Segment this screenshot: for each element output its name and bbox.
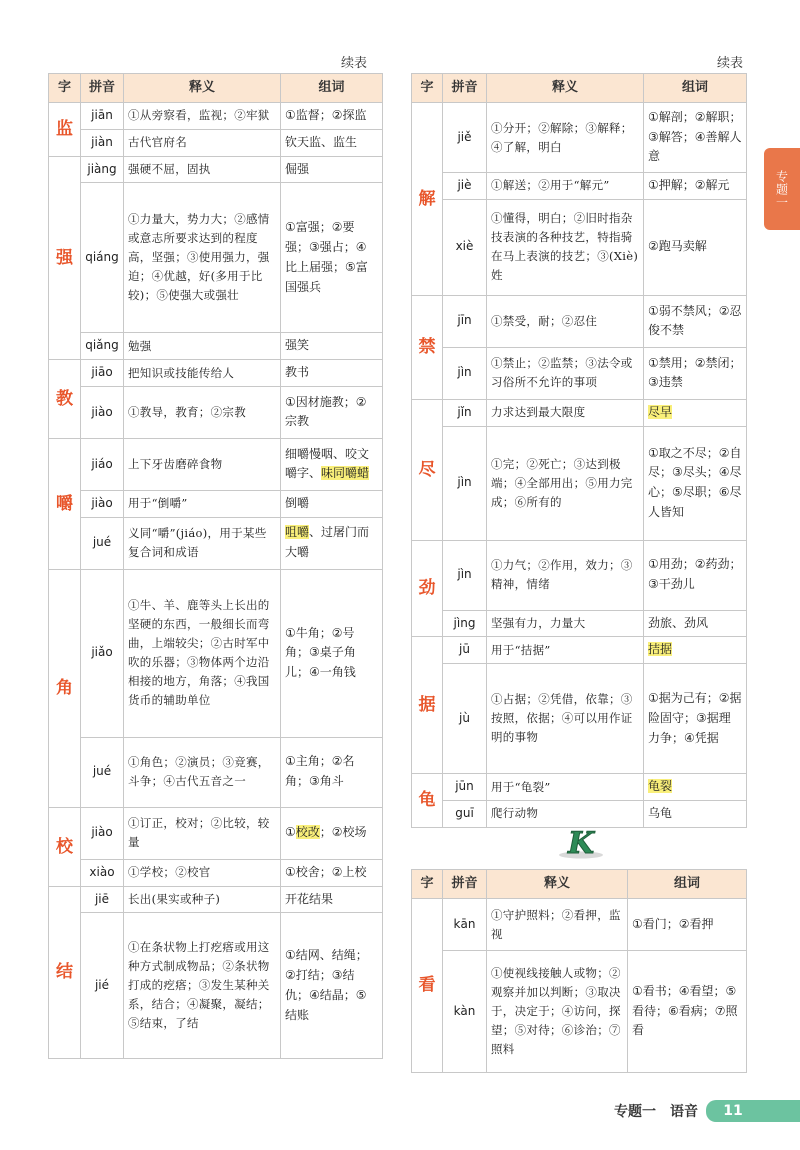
- highlighted-word: 咀嚼: [285, 525, 310, 540]
- words-text: ；②校场: [319, 825, 367, 840]
- meaning-cell: 用于“龟裂”: [487, 774, 644, 801]
- words-cell: 教书: [281, 360, 383, 387]
- pinyin-cell: jiáo: [81, 438, 124, 490]
- table-row: [412, 295, 747, 347]
- meaning-cell: ①角色；②演员；③竞赛，斗争；④古代五音之一: [124, 737, 281, 807]
- pinyin-cell: jiào: [81, 807, 124, 859]
- words-cell: 倔强: [281, 156, 383, 183]
- table-row: [412, 800, 747, 827]
- char-cell: 尽: [412, 399, 443, 540]
- table-row: [412, 347, 747, 399]
- pinyin-cell: jiè: [443, 173, 487, 200]
- meaning-cell: 爬行动物: [487, 800, 644, 827]
- char-cell: 校: [49, 807, 81, 886]
- meaning-cell: ①占据；②凭借，依靠；③按照，依据；④可以用作证明的事物: [487, 664, 644, 774]
- words-text: 、过屠门而大嚼: [285, 525, 370, 560]
- table-row: [49, 103, 383, 130]
- meaning-cell: 力求达到最大限度: [487, 399, 644, 426]
- pinyin-cell: qiáng: [81, 183, 124, 333]
- table-row: [49, 156, 383, 183]
- words-cell: ①看门；②看押: [628, 899, 747, 951]
- meaning-cell: ①力气；②作用，效力；③精神，情绪: [487, 540, 644, 610]
- table-row: [49, 569, 383, 737]
- pinyin-cell: jiào: [81, 386, 124, 438]
- words-cell: ①用劲；②药劲；③干劲儿: [644, 540, 747, 610]
- left-vocab-table: [48, 73, 383, 1059]
- words-cell: ①看书；④看望；⑤看待；⑥看病；⑦照看: [628, 951, 747, 1073]
- pinyin-cell: jìn: [443, 540, 487, 610]
- table-row: [412, 103, 747, 173]
- table-row: [412, 199, 747, 295]
- pinyin-cell: jìn: [443, 426, 487, 540]
- meaning-cell: ①从旁察看，监视；②牢狱: [124, 103, 281, 130]
- pinyin-cell: jiāo: [81, 360, 124, 387]
- words-cell: ①富强；②要强；③强占；④比上届强；⑤富国强兵: [281, 183, 383, 333]
- highlighted-word: 味同嚼蜡: [321, 466, 370, 481]
- header-pinyin: 拼音: [81, 74, 124, 103]
- table-row: [49, 129, 383, 156]
- pinyin-cell: jiě: [443, 103, 487, 173]
- pinyin-cell: jū: [443, 637, 487, 664]
- meaning-cell: 强硬不屈，固执: [124, 156, 281, 183]
- words-cell: ①押解；②解元: [644, 173, 747, 200]
- pinyin-cell: jué: [81, 517, 124, 569]
- pinyin-cell: jiào: [81, 490, 124, 517]
- continued-label-right: 续表: [717, 56, 744, 71]
- meaning-cell: ①分开；②解除；③解释；④了解，明白: [487, 103, 644, 173]
- table-row: [412, 664, 747, 774]
- header-pinyin: 拼音: [443, 74, 487, 103]
- pinyin-cell: jù: [443, 664, 487, 774]
- table-row: [49, 737, 383, 807]
- table-row: [49, 517, 383, 569]
- table-row: [49, 807, 383, 859]
- pinyin-cell: kàn: [443, 951, 487, 1073]
- highlighted-word: 拮据: [648, 642, 673, 657]
- words-cell: 劲旅、劲风: [644, 610, 747, 637]
- pinyin-cell: jué: [81, 737, 124, 807]
- words-cell: ①因材施教；②宗教: [281, 386, 383, 438]
- table-header-row: [412, 870, 747, 899]
- table-row: [412, 399, 747, 426]
- table-row: [412, 426, 747, 540]
- header-meaning: 释义: [487, 870, 628, 899]
- pinyin-cell: jìng: [443, 610, 487, 637]
- pinyin-cell: xiào: [81, 859, 124, 886]
- char-cell: 据: [412, 637, 443, 774]
- words-cell: 开花结果: [281, 886, 383, 913]
- table-row: [49, 386, 383, 438]
- pinyin-cell: jiān: [81, 103, 124, 130]
- words-cell: [644, 637, 747, 664]
- header-pinyin: 拼音: [443, 870, 487, 899]
- table-header-row: [412, 74, 747, 103]
- char-cell: 强: [49, 156, 81, 360]
- k-logo-icon: [556, 826, 606, 860]
- meaning-cell: ①在条状物上打疙瘩或用这种方式制成物品；②条状物打成的疙瘩；③发生某种关系，结合；④凝聚，凝结；⑤结束，了结: [124, 913, 281, 1059]
- meaning-cell: ①禁止；②监禁；③法令或习俗所不允许的事项: [487, 347, 644, 399]
- words-cell: ①校舍；②上校: [281, 859, 383, 886]
- char-cell: 教: [49, 360, 81, 439]
- words-cell: 倒嚼: [281, 490, 383, 517]
- table-row: [49, 333, 383, 360]
- char-cell: 禁: [412, 295, 443, 399]
- words-cell: ①取之不尽；②自尽；③尽头；④尽心；⑤尽职；⑥尽人皆知: [644, 426, 747, 540]
- meaning-cell: ①牛、羊、鹿等头上长出的坚硬的东西，一般细长而弯曲，上端较尖；②古时军中吹的乐器；③物体两个边沿相接的地方，角落；④我国货币的辅助单位: [124, 569, 281, 737]
- meaning-cell: 上下牙齿磨碎食物: [124, 438, 281, 490]
- header-meaning: 释义: [124, 74, 281, 103]
- pinyin-cell: jǐn: [443, 399, 487, 426]
- pinyin-cell: jūn: [443, 774, 487, 801]
- words-text: 细嚼慢咽、咬文嚼字、: [285, 446, 370, 481]
- table-row: [49, 859, 383, 886]
- words-cell: ①据为己有；②据险固守；③据理力争；④凭据: [644, 664, 747, 774]
- table-row: [49, 913, 383, 1059]
- meaning-cell: 坚强有力，力量大: [487, 610, 644, 637]
- words-cell: [281, 438, 383, 490]
- page-number: 11: [723, 1103, 743, 1119]
- highlighted-word: 龟裂: [648, 779, 673, 794]
- header-char: 字: [412, 870, 443, 899]
- meaning-cell: ①力量大，势力大；②感情或意志所要求达到的程度高，坚强；③使用强力，强迫；④优越，好(多用于比较)；⑤使强大或强壮: [124, 183, 281, 333]
- char-cell: 解: [412, 103, 443, 296]
- pinyin-cell: jiǎo: [81, 569, 124, 737]
- table-row: [412, 774, 747, 801]
- pinyin-cell: guī: [443, 800, 487, 827]
- right-vocab-table: [411, 73, 747, 828]
- meaning-cell: ①完；②死亡；③达到极端；④全部用出；⑤用力完成；⑥所有的: [487, 426, 644, 540]
- words-cell: [644, 399, 747, 426]
- pinyin-cell: jiàn: [81, 129, 124, 156]
- table-row: [412, 951, 747, 1073]
- table-row: [49, 183, 383, 333]
- words-cell: 乌龟: [644, 800, 747, 827]
- meaning-cell: ①使视线接触人或物；②观察并加以判断；③取决于，决定于；④访问，探望；⑤对待；⑥诊治；⑦照料: [487, 951, 628, 1073]
- header-char: 字: [412, 74, 443, 103]
- meaning-cell: ①懂得，明白；②旧时指杂技表演的各种技艺，特指骑在马上表演的技艺；③(Xiè)姓: [487, 199, 644, 295]
- pinyin-cell: jié: [81, 913, 124, 1059]
- table-row: [412, 637, 747, 664]
- table-row: [412, 899, 747, 951]
- header-char: 字: [49, 74, 81, 103]
- meaning-cell: 用于“倒嚼”: [124, 490, 281, 517]
- char-cell: 结: [49, 886, 81, 1059]
- pinyin-cell: xiè: [443, 199, 487, 295]
- meaning-cell: 勉强: [124, 333, 281, 360]
- pinyin-cell: jiē: [81, 886, 124, 913]
- meaning-cell: ①禁受，耐；②忍住: [487, 295, 644, 347]
- words-cell: ①主角；②名角；③角斗: [281, 737, 383, 807]
- char-cell: 角: [49, 569, 81, 807]
- meaning-cell: ①学校；②校官: [124, 859, 281, 886]
- footer-chapter-title: 专题一 语音: [614, 1104, 698, 1120]
- char-cell: 看: [412, 899, 443, 1073]
- k-logo-letter: K: [567, 826, 595, 860]
- char-cell: 监: [49, 103, 81, 157]
- table-row: [49, 886, 383, 913]
- pinyin-cell: jiàng: [81, 156, 124, 183]
- meaning-cell: 义同“嚼”(jiáo)，用于某些复合词和成语: [124, 517, 281, 569]
- meaning-cell: 古代官府名: [124, 129, 281, 156]
- table-row: [412, 173, 747, 200]
- highlighted-word: 校改: [295, 825, 320, 840]
- pinyin-cell: jīn: [443, 295, 487, 347]
- char-cell: 龟: [412, 774, 443, 828]
- meaning-cell: 把知识或技能传给人: [124, 360, 281, 387]
- header-meaning: 释义: [487, 74, 644, 103]
- pinyin-cell: jìn: [443, 347, 487, 399]
- words-cell: ②跑马卖解: [644, 199, 747, 295]
- continued-label-left: 续表: [341, 56, 368, 71]
- char-cell: 劲: [412, 540, 443, 637]
- pinyin-cell: kān: [443, 899, 487, 951]
- meaning-cell: 用于“拮据”: [487, 637, 644, 664]
- words-cell: [644, 774, 747, 801]
- words-cell: ①牛角；②号角；③桌子角儿；④一角钱: [281, 569, 383, 737]
- char-cell: 嚼: [49, 438, 81, 569]
- meaning-cell: ①教导，教育；②宗教: [124, 386, 281, 438]
- table-row: [412, 610, 747, 637]
- header-words: 组词: [644, 74, 747, 103]
- header-words: 组词: [628, 870, 747, 899]
- meaning-cell: ①订正，校对；②比较，较量: [124, 807, 281, 859]
- chapter-side-tab[interactable]: 专题一: [764, 148, 800, 230]
- words-cell: 钦天监、监生: [281, 129, 383, 156]
- words-cell: ①解剖；②解职；③解答；④善解人意: [644, 103, 747, 173]
- words-cell: [281, 517, 383, 569]
- table-row: [49, 490, 383, 517]
- highlighted-word: 尽早: [648, 404, 673, 419]
- table-header-row: [49, 74, 383, 103]
- header-words: 组词: [281, 74, 383, 103]
- meaning-cell: 长出(果实或种子): [124, 886, 281, 913]
- words-cell: ①结网、结绳；②打结；③结仇；④结晶；⑤结账: [281, 913, 383, 1059]
- table-row: [49, 360, 383, 387]
- words-cell: ①禁用；②禁闭；③违禁: [644, 347, 747, 399]
- words-cell: 强笑: [281, 333, 383, 360]
- words-text: ①: [285, 825, 296, 840]
- words-cell: ①弱不禁风；②忍俊不禁: [644, 295, 747, 347]
- table-row: [49, 438, 383, 490]
- pinyin-cell: qiǎng: [81, 333, 124, 360]
- words-cell: ①监督；②探监: [281, 103, 383, 130]
- meaning-cell: ①解送；②用于“解元”: [487, 173, 644, 200]
- words-cell: [281, 807, 383, 859]
- right-vocab-table-2: [411, 869, 747, 1073]
- meaning-cell: ①守护照料；②看押，监视: [487, 899, 628, 951]
- table-row: [412, 540, 747, 610]
